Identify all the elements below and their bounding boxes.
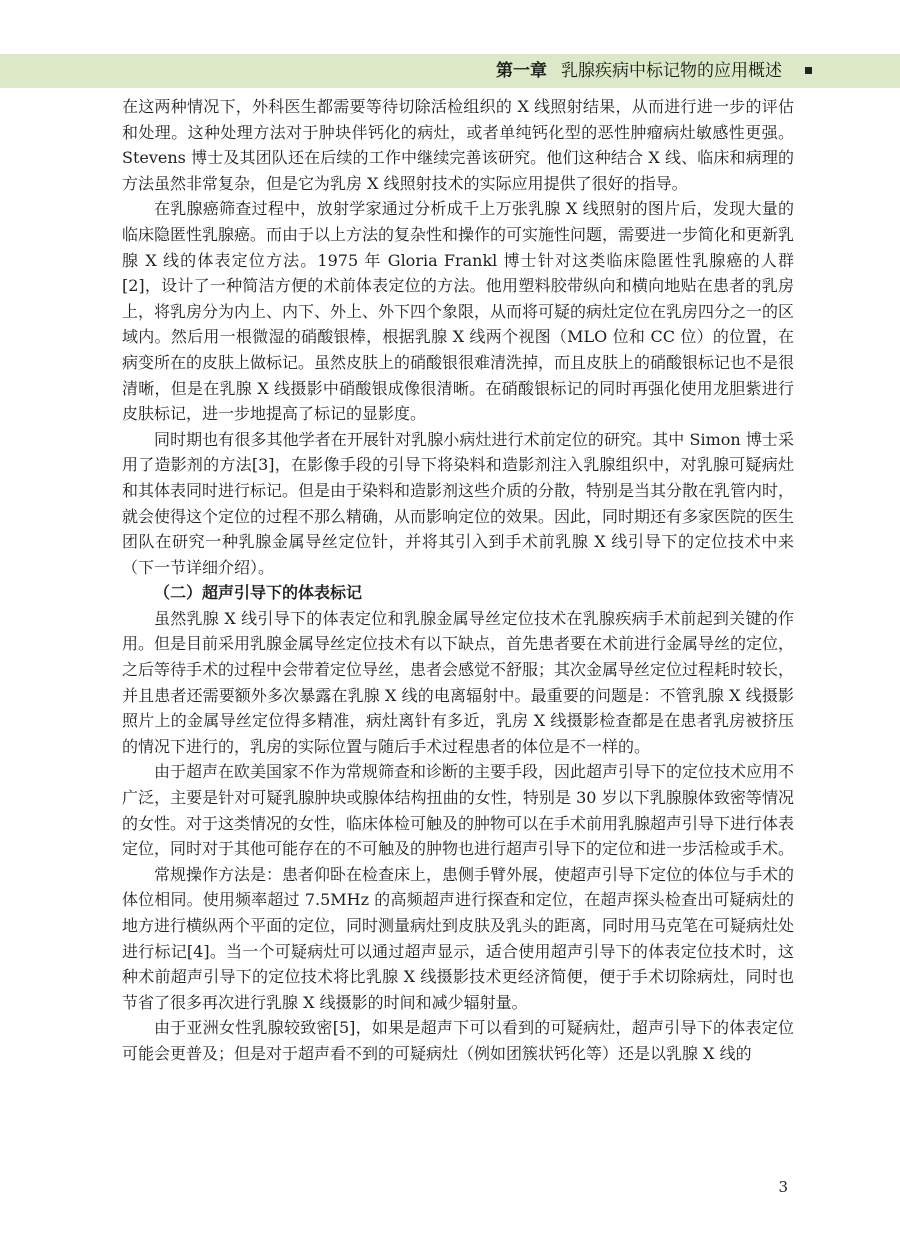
chapter-number: 第一章 bbox=[496, 61, 547, 81]
body-paragraph-7: 由于亚洲女性乳腺较致密[5]，如果是超声下可以看到的可疑病灶，超声引导下的体表定位可能会更普及；但是对于超声看不到的可疑病灶（例如团簇状钙化等）还是以乳腺 X 线的 bbox=[122, 1018, 794, 1063]
body-paragraph-6: 常规操作方法是：患者仰卧在检查床上，患侧手臂外展，使超声引导下定位的体位与手术的体位相同。使用频率超过 7.5MHz 的高频超声进行探查和定位，在超声探头检查出可疑病灶的地方进行横纵两个平面的定位，同时测量病灶到皮肤及乳头的距离，同时用马克笔在可疑病灶处进行标记[4]。当一个可疑病灶可以通过超声显示，适合使用超声引导下的体表定位技术时，这种术前超声引导下的定位技术将比乳腺 X 线摄影技术更经济简便，便于手术切除病灶，同时也节省了很多再次进行乳腺 X 线摄影的时间和减少辐射量。 bbox=[122, 864, 795, 1012]
chapter-title: 乳腺疾病中标记物的应用概述 bbox=[561, 61, 782, 81]
chapter-header bbox=[496, 54, 782, 88]
body-paragraph-5: 由于超声在欧美国家不作为常规筛查和诊断的主要手段，因此超声引导下的定位技术应用不广泛，主要是针对可疑乳腺肿块或腺体结构扭曲的女性，特别是 30 岁以下乳腺腺体致密等情况的女性。对于这类情况的女性，临床体检可触及的肿物可以在手术前用乳腺超声引导下进行体表定位，同时对于其他可能存在的不可触及的肿物也进行超声引导下的定位和进一步活检或手术。 bbox=[122, 762, 795, 859]
section-heading: （二）超声引导下的体表标记 bbox=[154, 583, 363, 603]
body-paragraph-1: 在这两种情况下，外科医生都需要等待切除活检组织的 X 线照射结果，从而进行进一步的评估和处理。这种处理方法对于肿块伴钙化的病灶，或者单纯钙化型的恶性肿瘤病灶敏感性更强。Stevens 博士及其团队还在后续的工作中继续完善该研究。他们这种结合 X 线、临床和病理的方法虽然非常复杂，但是它为乳房 X 线照射技术的实际应用提供了很好的指导。 bbox=[122, 97, 794, 193]
body-paragraph-2: 在乳腺癌筛查过程中，放射学家通过分析成千上万张乳腺 X 线照射的图片后，发现大量的临床隐匿性乳腺癌。而由于以上方法的复杂性和操作的可实施性问题，需要进一步简化和更新乳腺 X 线的体表定位方法。1975 年 Gloria Frankl 博士针对这类临床隐匿性乳腺癌的人群[2]，设计了一种简洁方便的术前体表定位的方法。他用塑料胶带纵向和横向地贴在患者的乳房上，将乳房分为内上、内下、外上、外下四个象限，从而将可疑的病灶定位在乳房四分之一的区域内。然后用一根微湿的硝酸银棒，根据乳腺 X 线两个视图（MLO 位和 CC 位）的位置，在病变所在的皮肤上做标记。虽然皮肤上的硝酸银很难清洗掉，而且皮肤上的硝酸银标记也不是很清晰，但是在乳腺 X 线摄影中硝酸银成像很清晰。在硝酸银标记的同时再强化使用龙胆紫进行皮肤标记，进一步地提高了标记的显影度。 bbox=[122, 199, 795, 424]
header-square-marker bbox=[805, 67, 812, 74]
body-paragraph-3: 同时期也有很多其他学者在开展针对乳腺小病灶进行术前定位的研究。其中 Simon 博士采用了造影剂的方法[3]，在影像手段的引导下将染料和造影剂注入乳腺组织中，对乳腺可疑病灶和其体表同时进行标记。但是由于染料和造影剂这些介质的分散，特别是当其分散在乳管内时，就会使得这个定位的过程不那么精确，从而影响定位的效果。因此，同时期还有多家医院的医生团队在研究一种乳腺金属导丝定位针，并将其引入到手术前乳腺 X 线引导下的定位技术中来（下一节详细介绍）。 bbox=[122, 429, 795, 577]
page-body bbox=[122, 94, 794, 1067]
page-number: 3 bbox=[778, 1178, 788, 1196]
body-paragraph-4: 虽然乳腺 X 线引导下的体表定位和乳腺金属导丝定位技术在乳腺疾病手术前起到关键的作用。但是目前采用乳腺金属导丝定位技术有以下缺点，首先患者要在术前进行金属导丝的定位，之后等待手术的过程中会带着定位导丝，患者会感觉不舒服；其次金属导丝定位过程耗时较长，并且患者还需要额外多次暴露在乳腺 X 线的电离辐射中。最重要的问题是：不管乳腺 X 线摄影照片上的金属导丝定位得多精准，病灶离针有多近，乳房 X 线摄影检查都是在患者乳房被挤压的情况下进行的，乳房的实际位置与随后手术过程患者的体位是不一样的。 bbox=[122, 608, 795, 756]
